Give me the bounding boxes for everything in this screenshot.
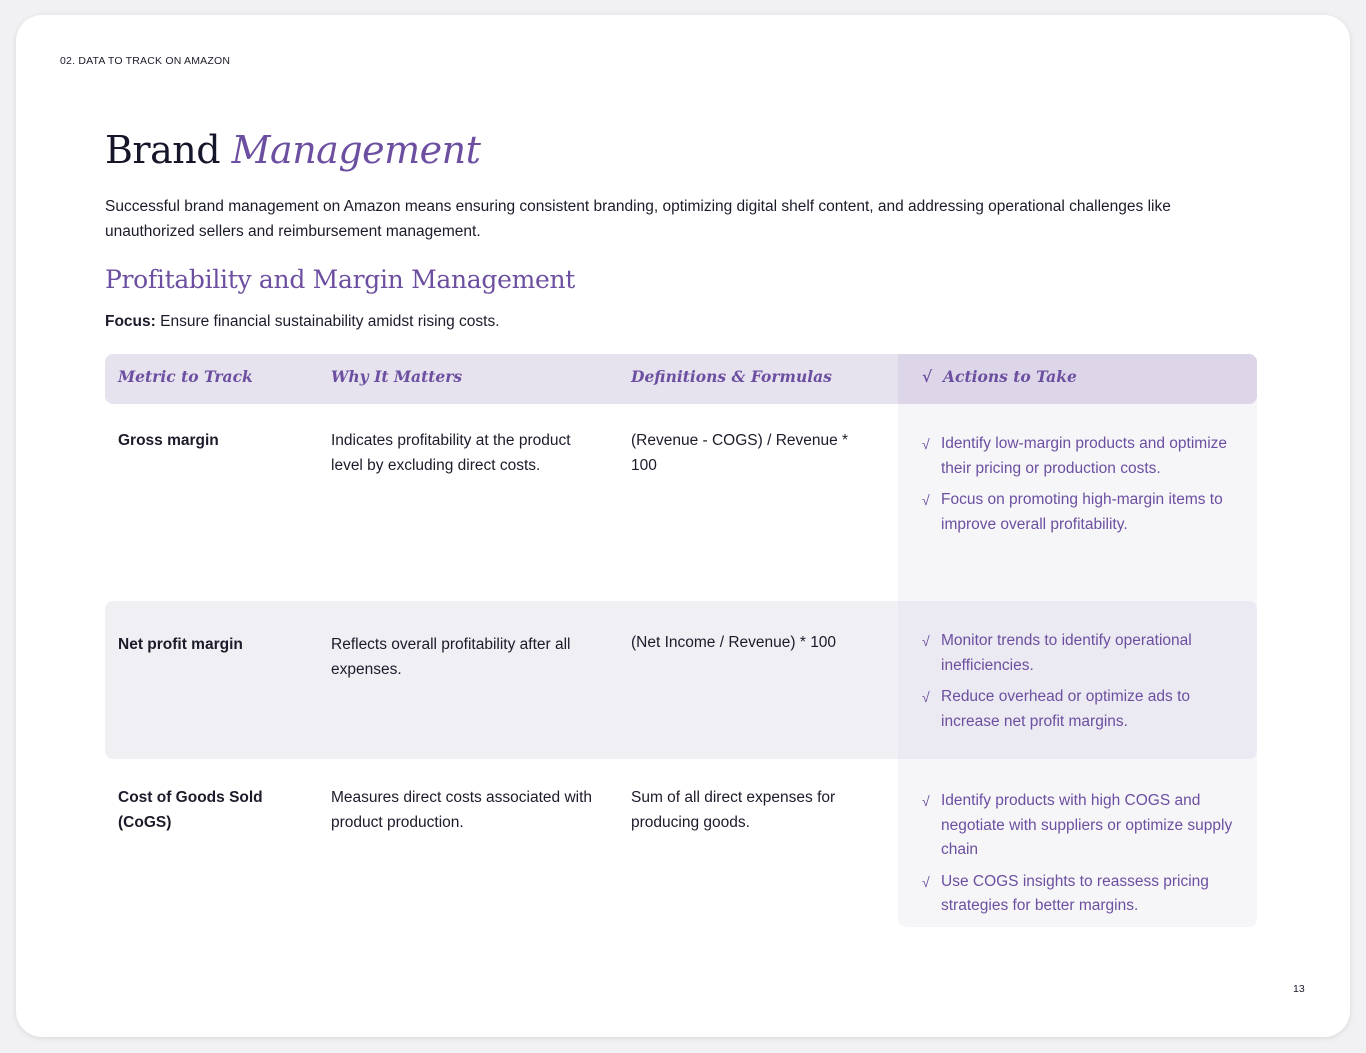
why-it-matters: Measures direct costs associated with product production.	[331, 789, 593, 831]
table-row	[105, 759, 1257, 927]
why-it-matters: Indicates profitability at the product level by excluding direct costs.	[331, 432, 571, 474]
action-text: Focus on promoting high-margin items to improve overall profitability.	[941, 491, 1223, 533]
page-number: 13	[1293, 983, 1305, 995]
intro-paragraph: Successful brand management on Amazon means ensuring consistent branding, optimizing digital shelf content, and addressing operational challenges like unauthorized sellers and reimbursement management.	[105, 198, 1171, 240]
action-text: Identify low-margin products and optimize their pricing or production costs.	[941, 435, 1228, 477]
check-icon: √	[922, 492, 930, 508]
check-icon: √	[922, 793, 930, 809]
document-page	[16, 15, 1350, 1037]
header-metric: Metric to Track	[118, 367, 253, 386]
action-item	[922, 432, 1242, 481]
check-icon: √	[922, 689, 930, 705]
page-title-main: Brand	[105, 128, 221, 172]
metric-name: Cost of Goods Sold (CoGS)	[118, 789, 263, 831]
check-icon: √	[922, 873, 930, 890]
action-item	[922, 789, 1242, 863]
section-kicker: 02. DATA TO TRACK ON AMAZON	[60, 55, 231, 67]
table-row	[105, 601, 1257, 759]
page-title	[105, 128, 480, 172]
action-item	[922, 629, 1242, 678]
focus-text: Ensure financial sustainability amidst rising costs.	[155, 313, 500, 330]
section-title: Profitability and Margin Management	[105, 265, 576, 294]
metric-name: Gross margin	[118, 432, 219, 449]
table-row	[105, 404, 1257, 584]
actions-list	[922, 432, 1242, 544]
actions-list	[922, 629, 1242, 741]
action-text: Use COGS insights to reassess pricing strategies for better margins.	[941, 872, 1209, 914]
action-text: Monitor trends to identify operational inefficiencies.	[941, 632, 1192, 674]
action-text: Identify products with high COGS and negotiate with suppliers or optimize supply chain	[941, 792, 1233, 858]
action-text: Reduce overhead or optimize ads to increase net profit margins.	[941, 688, 1191, 730]
definition-formula: (Revenue - COGS) / Revenue * 100	[631, 432, 849, 474]
check-icon: √	[922, 633, 930, 649]
definition-formula: (Net Income / Revenue) * 100	[631, 634, 837, 651]
focus-label: Focus:	[105, 313, 156, 330]
header-actions	[922, 367, 1077, 386]
focus-line	[105, 313, 500, 331]
header-definitions: Definitions & Formulas	[631, 367, 832, 386]
action-item	[922, 685, 1242, 734]
check-icon: √	[922, 436, 930, 452]
header-why: Why It Matters	[331, 367, 463, 386]
table-header	[105, 354, 1257, 404]
metrics-table	[105, 354, 1257, 927]
actions-list	[922, 789, 1242, 926]
check-icon: √	[922, 367, 933, 386]
why-it-matters: Reflects overall profitability after all expenses.	[331, 636, 571, 678]
action-item	[922, 488, 1242, 537]
definition-formula: Sum of all direct expenses for producing goods.	[631, 789, 836, 831]
metric-name: Net profit margin	[118, 636, 243, 653]
page-title-accent: Management	[231, 128, 481, 172]
header-actions-label: Actions to Take	[942, 367, 1077, 386]
action-item	[922, 870, 1242, 919]
